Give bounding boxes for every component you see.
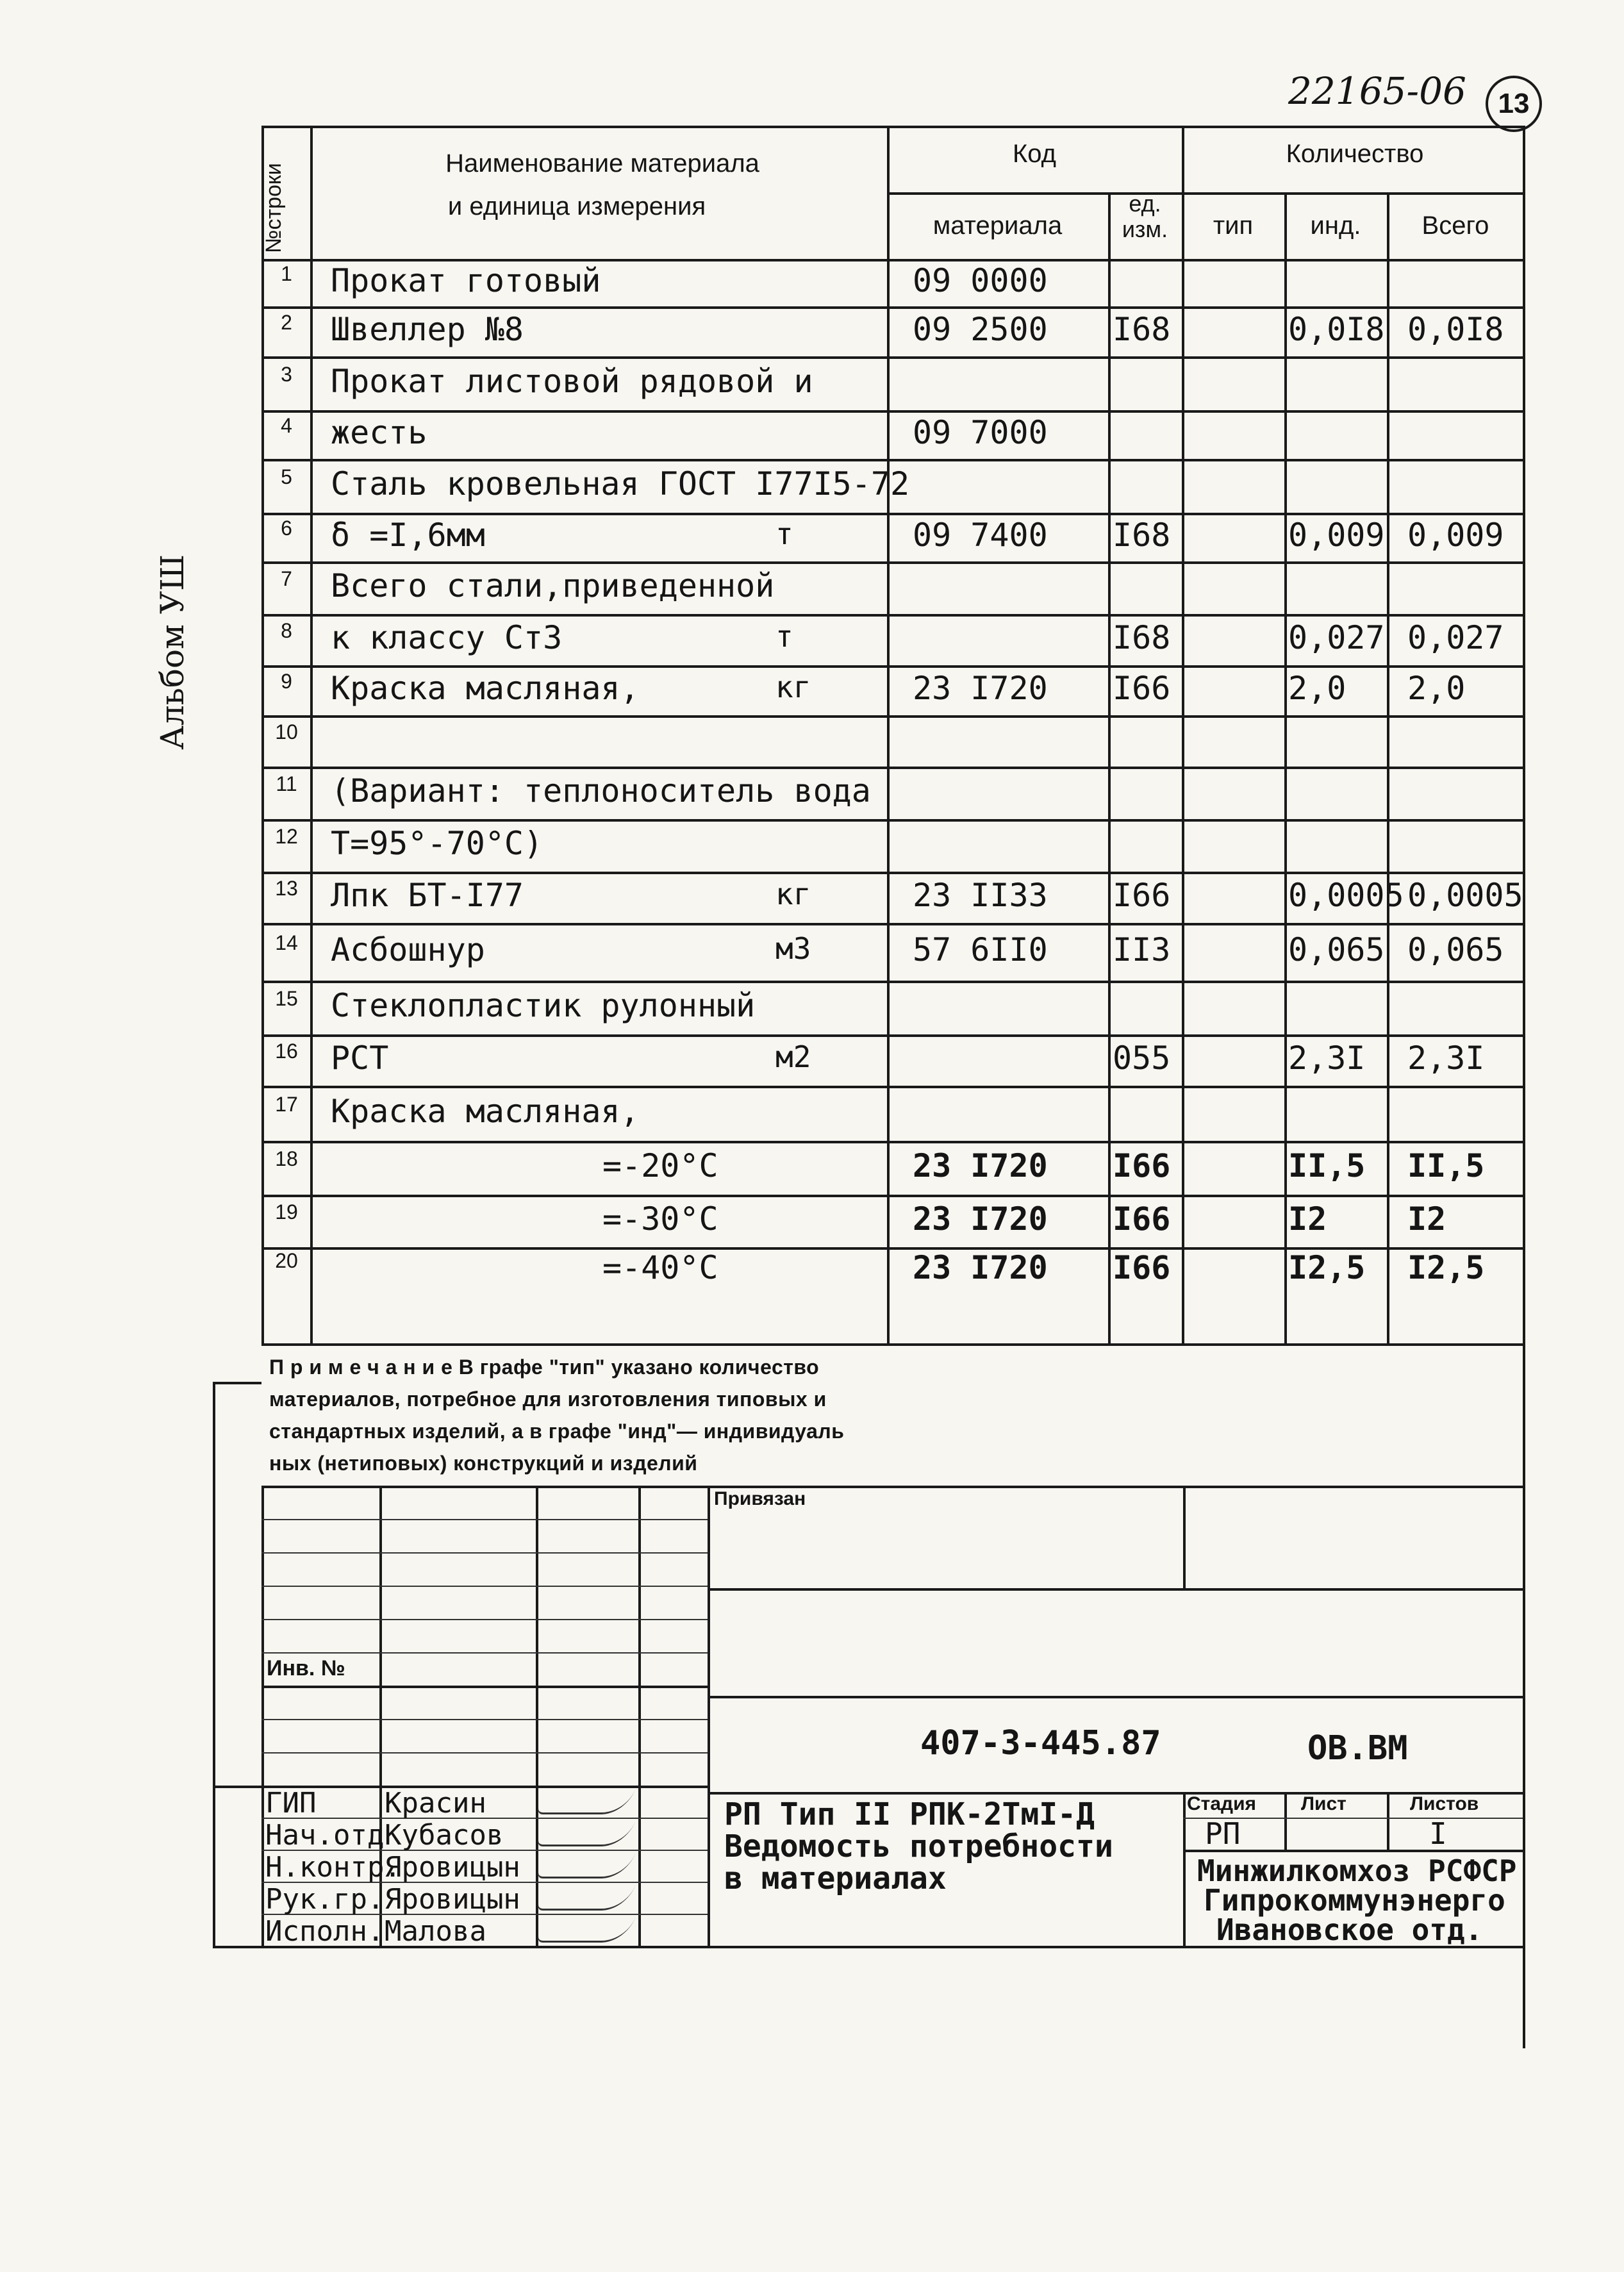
row-unit: кг [775, 877, 811, 911]
row-unit: м2 [775, 1040, 811, 1074]
header-name-line1: Наименование материала [445, 149, 759, 178]
row-number: 1 [281, 262, 292, 285]
row-number: 15 [275, 987, 298, 1010]
row-unit-code: I66 [1113, 1147, 1171, 1184]
role-name: Яровицын [385, 1851, 520, 1884]
row-name: Асбошнур [331, 931, 485, 968]
row-number: 7 [281, 567, 292, 590]
header-material: материала [932, 211, 1063, 240]
title-line-1: РП Тип II РПК-2ТмI-Д [724, 1796, 1095, 1832]
note-line-3: стандартных изделий, а в графе "инд"— индивидуаль [269, 1420, 845, 1443]
row-unit: м3 [775, 931, 811, 966]
header-row-no: №строки [261, 163, 286, 253]
org-line-3: Ивановское отд. [1216, 1912, 1483, 1947]
row-unit: кг [775, 670, 811, 704]
org-line-2: Гипрокоммунэнерго [1204, 1883, 1505, 1918]
privyazan-label: Привязан [714, 1488, 806, 1509]
header-code: Код [1012, 140, 1056, 168]
row-number: 4 [281, 414, 292, 437]
note-block [269, 1351, 844, 1479]
header-total: Всего [1421, 211, 1489, 240]
row-name: Всего стали,приведенной [331, 567, 775, 604]
row-number: 9 [281, 670, 292, 693]
row-number: 17 [275, 1093, 298, 1116]
row-unit: т [775, 619, 793, 654]
doc-number: 22165-06 [1288, 69, 1466, 113]
role-name: Красин [385, 1787, 486, 1820]
row-number: 10 [275, 720, 298, 743]
row-number: 2 [281, 311, 292, 334]
row-number: 16 [275, 1040, 298, 1063]
row-code: 23 I720 [913, 1249, 1048, 1286]
role-label: Исполн. [265, 1915, 385, 1948]
role-label: Нач.отд [265, 1819, 385, 1852]
row-total: I2,5 [1407, 1249, 1485, 1286]
row-total: 0,009 [1407, 517, 1504, 554]
row-name: δ =I,6мм [331, 517, 485, 554]
sheets-label: Листов [1410, 1793, 1479, 1814]
row-unit-code: I66 [1113, 877, 1171, 914]
row-name: (Вариант: теплоноситель вода [331, 772, 871, 809]
document-title [724, 1798, 1113, 1895]
row-unit-code: I66 [1113, 1249, 1171, 1286]
row-unit-code: I68 [1113, 619, 1171, 656]
row-number: 14 [275, 931, 298, 954]
row-name: Сталь кровельная ГОСТ I77I5-72 [331, 465, 910, 502]
row-code: 09 7400 [913, 517, 1048, 554]
row-name: к классу Ст3 [331, 619, 563, 656]
row-total: II,5 [1407, 1147, 1485, 1184]
row-name: =-40°C [602, 1249, 718, 1286]
organization [1197, 1853, 1517, 1947]
role-name: Яровицын [385, 1883, 520, 1916]
row-number: 5 [281, 465, 292, 488]
row-name: Стеклопластик рулонный [331, 987, 756, 1024]
row-unit-code: I68 [1113, 311, 1171, 348]
row-unit-code: 055 [1113, 1040, 1171, 1077]
row-total: 0,0005 [1407, 877, 1523, 914]
row-code: 09 7000 [913, 414, 1048, 451]
project-code: 407-3-445.87 [920, 1724, 1161, 1762]
inv-no-label: Инв. № [267, 1656, 345, 1680]
row-number: 12 [275, 825, 298, 848]
role-label: ГИП [265, 1787, 317, 1820]
row-ind: 0,0005 [1288, 877, 1404, 914]
row-ind: 2,3I [1288, 1040, 1366, 1077]
sheets-value: I [1429, 1816, 1447, 1851]
row-code: 09 2500 [913, 311, 1048, 348]
row-total: 2,3I [1407, 1040, 1485, 1077]
row-number: 18 [275, 1147, 298, 1170]
row-unit-code: I66 [1113, 1200, 1171, 1238]
row-name: T=95°-70°C) [331, 825, 543, 862]
row-number: 20 [275, 1249, 298, 1272]
role-label: Н.контр. [265, 1851, 401, 1884]
row-code: 23 I720 [913, 1147, 1048, 1184]
note-line-1: П р и м е ч а н и е В графе "тип" указано количество [269, 1356, 820, 1379]
title-line-2: Ведомость потребности [724, 1828, 1113, 1864]
row-ind: 0,0I8 [1288, 311, 1385, 348]
header-unit [1108, 191, 1182, 242]
row-name: Прокат готовый [331, 262, 601, 299]
row-unit-code: II3 [1113, 931, 1171, 968]
row-code: 57 6II0 [913, 931, 1048, 968]
header-name-line2: и единица измерения [447, 192, 706, 220]
row-total: 2,0 [1407, 670, 1466, 707]
row-unit-code: I66 [1113, 670, 1171, 707]
role-name: Малова [385, 1915, 486, 1948]
row-code: 23 II33 [913, 877, 1048, 914]
row-total: 0,0I8 [1407, 311, 1504, 348]
header-ind: инд. [1310, 211, 1361, 240]
title-line-3: в материалах [724, 1861, 947, 1896]
row-number: 13 [275, 877, 298, 900]
header-typ: тип [1213, 211, 1254, 240]
sheet-code: ОВ.ВМ [1307, 1729, 1408, 1768]
header-unit-line1: ед. [1129, 190, 1161, 217]
row-ind: I2 [1288, 1200, 1327, 1238]
row-number: 8 [281, 619, 292, 642]
row-ind: 0,027 [1288, 619, 1385, 656]
row-number: 6 [281, 517, 292, 540]
row-name: Прокат листовой рядовой и [331, 363, 813, 400]
row-number: 3 [281, 363, 292, 386]
album-label: Альбом УШ [154, 554, 191, 750]
row-ind: I2,5 [1288, 1249, 1366, 1286]
row-ind: 0,009 [1288, 517, 1385, 554]
row-name: Швеллер №8 [331, 311, 524, 348]
row-name: РСТ [331, 1040, 389, 1077]
row-name: =-30°C [602, 1200, 718, 1238]
org-line-1: Минжилкомхоз РСФСР [1197, 1853, 1517, 1888]
row-name: Лпк БТ-I77 [331, 877, 524, 914]
role-name: Кубасов [385, 1819, 504, 1852]
row-unit-code: I68 [1113, 517, 1171, 554]
sheet-label: Лист [1301, 1793, 1346, 1814]
note-line-2: материалов, потребное для изготовления типовых и [269, 1388, 827, 1411]
row-total: 0,027 [1407, 619, 1504, 656]
sheet-badge-number: 13 [1498, 88, 1530, 119]
row-number: 19 [275, 1200, 298, 1223]
row-number: 11 [276, 772, 297, 795]
note-line-4: ных (нетиповых) конструкций и изделий [269, 1452, 698, 1475]
row-code: 23 I720 [913, 670, 1048, 707]
row-ind: 0,065 [1288, 931, 1385, 968]
row-name: Краска масляная, [331, 670, 640, 707]
row-total: 0,065 [1407, 931, 1504, 968]
header-unit-line2: изм. [1122, 216, 1168, 242]
row-code: 23 I720 [913, 1200, 1048, 1238]
row-ind: 2,0 [1288, 670, 1346, 707]
row-total: I2 [1407, 1200, 1446, 1238]
row-ind: II,5 [1288, 1147, 1366, 1184]
header-quantity: Количество [1286, 140, 1424, 168]
role-label: Рук.гр. [265, 1883, 385, 1916]
row-unit: т [775, 517, 793, 551]
stage-value: РП [1205, 1816, 1241, 1851]
row-code: 09 0000 [913, 262, 1048, 299]
row-name: =-20°C [602, 1147, 718, 1184]
row-name: жесть [331, 414, 427, 451]
stage-label: Стадия [1187, 1793, 1257, 1814]
row-name: Краска масляная, [331, 1093, 640, 1130]
